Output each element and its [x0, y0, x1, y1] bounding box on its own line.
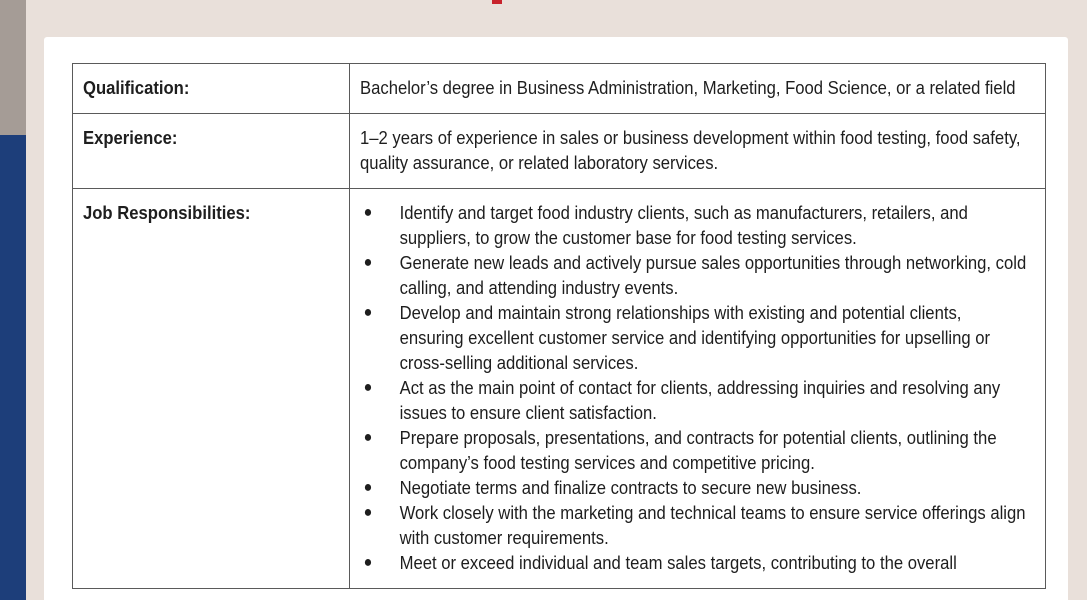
list-item-text: Work closely with the marketing and technical teams to ensure service offerings align with customer requirements.	[399, 502, 1026, 548]
table-row	[73, 114, 1046, 189]
responsibilities-label-cell	[73, 189, 350, 589]
bullet-icon: ●	[363, 429, 373, 446]
list-item-text: Meet or exceed individual and team sales targets, contributing to the overall	[399, 552, 957, 573]
list-item-text: Negotiate terms and finalize contracts to secure new business.	[399, 477, 862, 498]
list-item-text: Develop and maintain strong relationships with existing and potential clients, ensuring excellent customer service and identifying opportunities for upselling or cross-selling additional services.	[399, 302, 991, 373]
experience-label: Experience:	[83, 127, 178, 148]
list-item	[360, 200, 1026, 250]
list-item	[360, 250, 1026, 300]
responsibilities-label: Job Responsibilities:	[83, 202, 251, 223]
table-row	[73, 189, 1046, 589]
responsibilities-wrapper	[360, 200, 1026, 575]
side-strip-blue	[0, 135, 26, 600]
table-row	[73, 64, 1046, 114]
list-item	[360, 300, 1026, 375]
bullet-icon: ●	[363, 379, 373, 396]
bullet-icon: ●	[363, 479, 373, 496]
responsibilities-value-cell	[350, 189, 1046, 589]
qualification-label-cell	[73, 64, 350, 114]
job-details-table	[72, 63, 1046, 589]
bullet-icon: ●	[363, 554, 373, 571]
experience-value: 1–2 years of experience in sales or business development within food testing, food safety, quality assurance, or related laboratory services.	[360, 127, 1021, 173]
qualification-value: Bachelor’s degree in Business Administration, Marketing, Food Science, or a related field	[360, 77, 1016, 98]
list-item	[360, 500, 1026, 550]
list-item	[360, 550, 1026, 575]
list-item	[360, 475, 1026, 500]
side-strip-grey	[0, 0, 26, 135]
list-item-text: Identify and target food industry clients, such as manufacturers, retailers, and suppliers, to grow the customer base for food testing services.	[399, 202, 968, 248]
experience-label-cell	[73, 114, 350, 189]
bullet-icon: ●	[363, 254, 373, 271]
qualification-label: Qualification:	[83, 77, 190, 98]
list-item-text: Prepare proposals, presentations, and contracts for potential clients, outlining the company’s food testing services and competitive pricing.	[399, 427, 997, 473]
responsibilities-list	[360, 200, 1026, 575]
bullet-icon: ●	[363, 304, 373, 321]
bullet-icon: ●	[363, 204, 373, 221]
experience-value-cell	[350, 114, 1046, 189]
qualification-value-cell	[350, 64, 1046, 114]
list-item	[360, 375, 1026, 425]
top-accent-mark	[492, 0, 502, 4]
bullet-icon: ●	[363, 504, 373, 521]
list-item	[360, 425, 1026, 475]
list-item-text: Act as the main point of contact for clients, addressing inquiries and resolving any issues to ensure client satisfaction.	[399, 377, 1001, 423]
list-item-text: Generate new leads and actively pursue sales opportunities through networking, cold calling, and attending industry events.	[399, 252, 1027, 298]
